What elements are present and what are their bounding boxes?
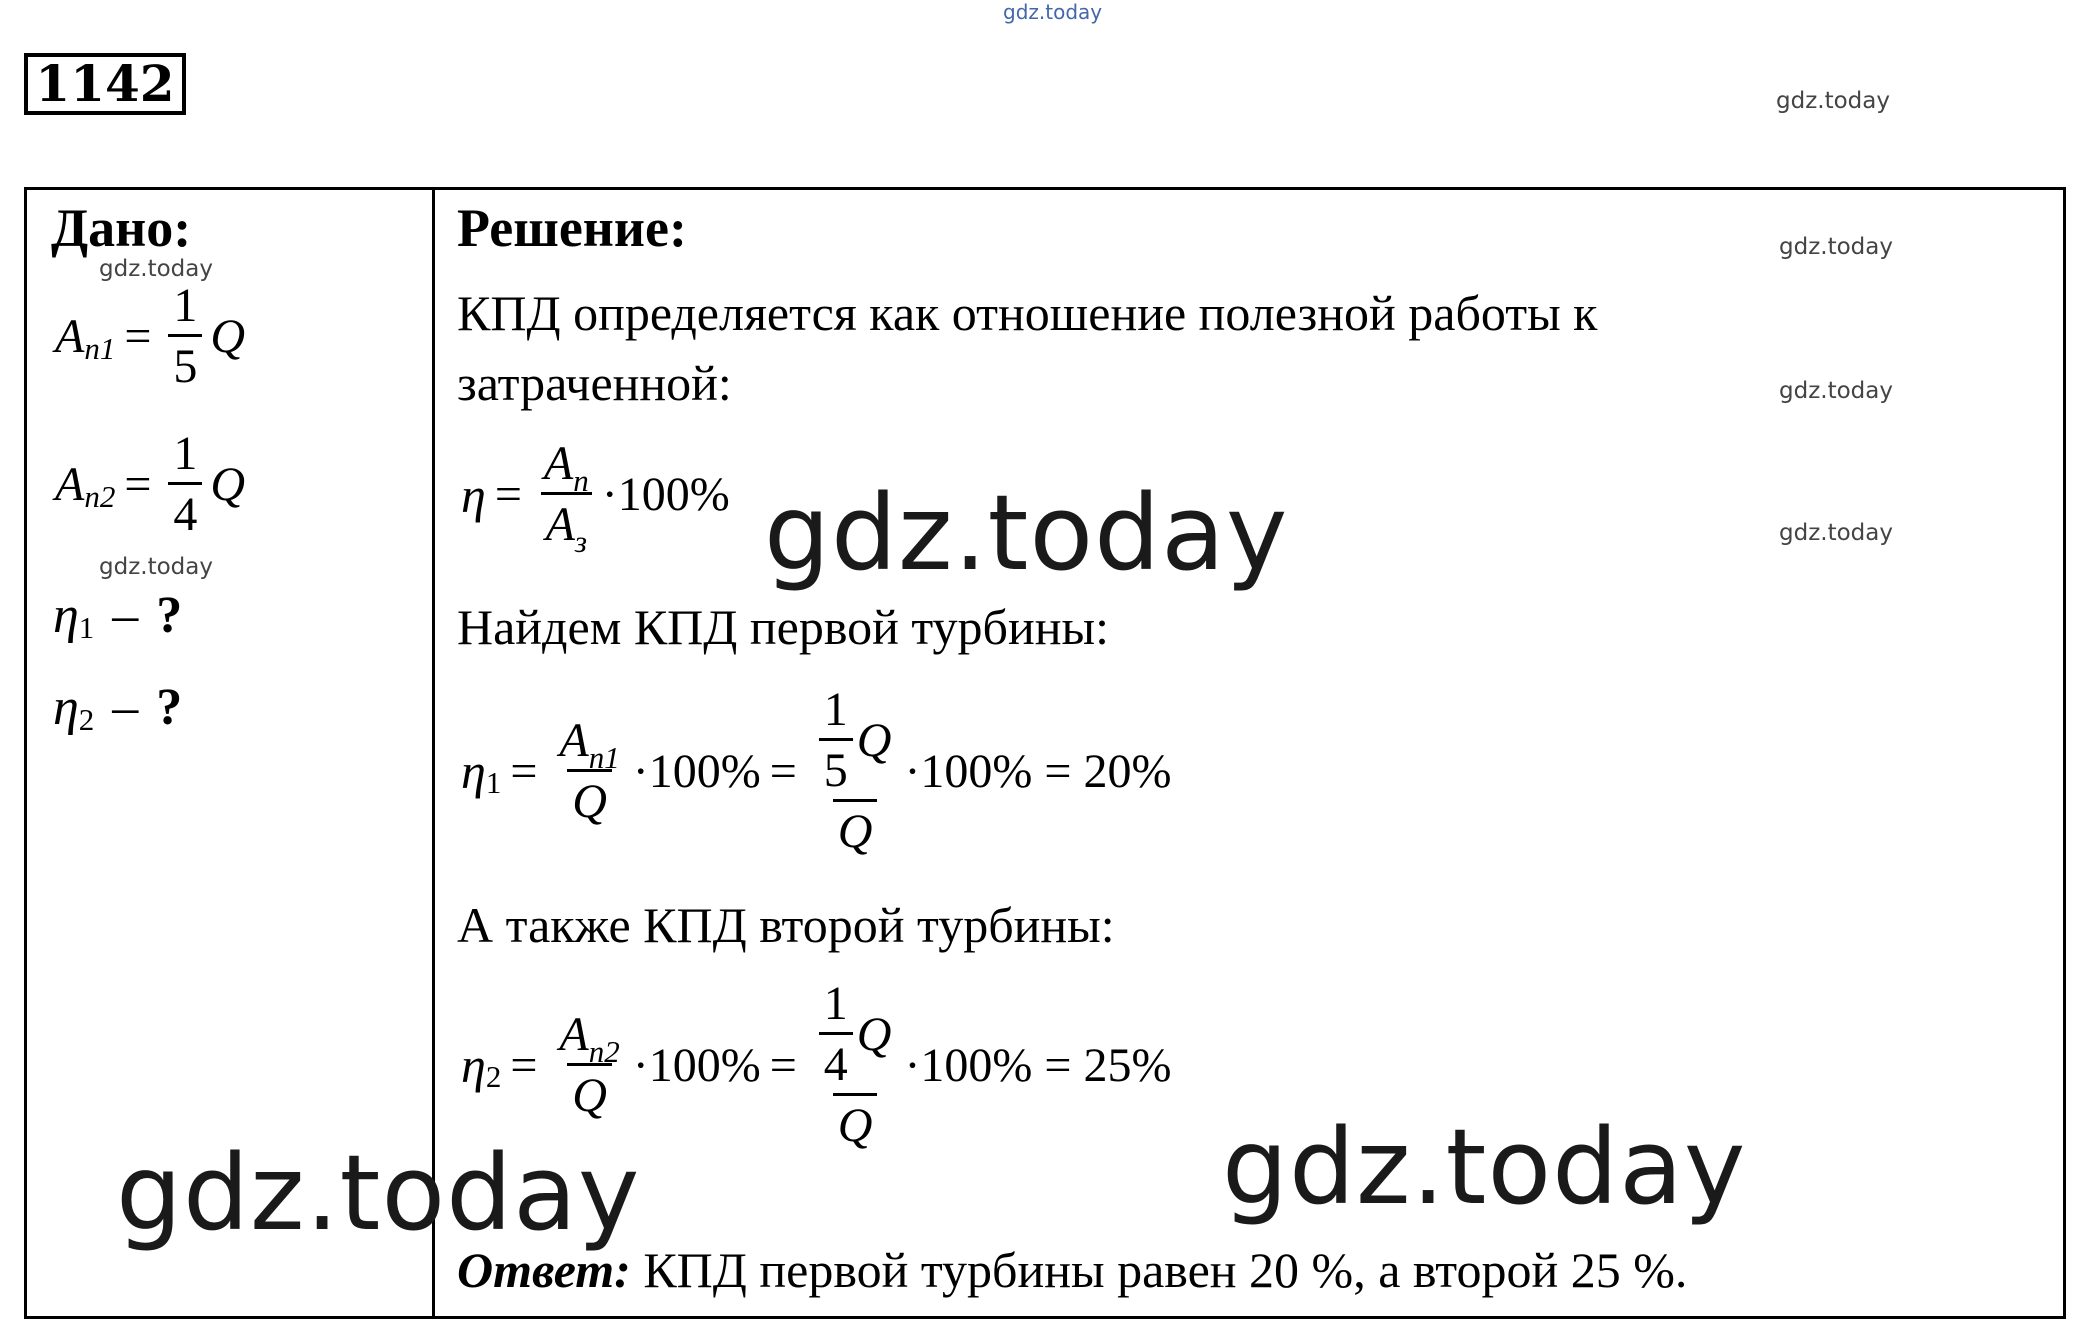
tail: Q	[210, 310, 246, 363]
watermark-small: gdz.today	[99, 554, 213, 580]
var: A	[55, 458, 85, 511]
answer-label: Ответ:	[457, 1242, 631, 1298]
lhs: η	[461, 466, 486, 523]
tail: ·100%	[601, 468, 730, 521]
watermark-big: gdz.today	[1222, 1106, 1747, 1228]
formula-efficiency: η = $\frac{A_п}{A_з}$ ·100%	[461, 437, 730, 559]
tail: Q	[210, 458, 246, 511]
step1-text: Найдем КПД первой турбины:	[457, 599, 1110, 655]
subscript: 1	[78, 609, 95, 645]
question-mark: ?	[156, 587, 183, 644]
answer-text: КПД первой турбины равен 20 %, а второй 25 %.	[630, 1242, 1688, 1298]
subscript: n2	[84, 478, 116, 514]
denominator: 4	[168, 482, 202, 539]
watermark-small: gdz.today	[1779, 234, 1893, 260]
step2-text: А также КПД второй турбины:	[457, 897, 1115, 953]
formula-eta2: η 2 = $\frac{A_{п2}}{Q}$ ·100% = $\frac{1}{4}$ Q Q ·100% = 25%	[461, 977, 1172, 1152]
given-an2: A n2 = $\frac{1}{4}$ Q	[55, 427, 246, 541]
unknown-eta1: η 1 – ?	[53, 587, 183, 645]
given-title: Дано:	[51, 198, 192, 258]
intro-line1: КПД определяется как отношение полезной работы к	[457, 285, 1598, 341]
intro-line2: затраченной:	[457, 355, 732, 411]
subscript: n1	[84, 330, 116, 366]
given-an1: A n1 = $\frac{1}{5}$ Q	[55, 279, 246, 393]
problem-number: 1142	[24, 53, 186, 115]
numerator: 1	[173, 427, 198, 480]
watermark-small: gdz.today	[1779, 378, 1893, 404]
numerator: 1	[173, 279, 198, 332]
denominator: 5	[168, 334, 202, 391]
watermark-small: gdz.today	[1779, 520, 1893, 546]
watermark-small: gdz.today	[99, 256, 213, 282]
var: η	[53, 587, 79, 644]
unknown-eta2: η 2 – ?	[53, 679, 183, 737]
formula-eta1: η 1 = $\frac{A_{п1}}{Q}$ ·100% = $\frac{1}{5}$ Q Q ·100% = 20%	[461, 683, 1172, 858]
watermark-big: gdz.today	[764, 472, 1289, 594]
watermark-small: gdz.today	[1776, 88, 1890, 114]
var: η	[53, 679, 79, 736]
question-mark: ?	[156, 679, 183, 736]
solution-title: Решение:	[457, 198, 687, 258]
answer	[457, 1240, 1687, 1300]
watermark-top: gdz.today	[1003, 0, 1103, 24]
subscript: 2	[78, 701, 95, 737]
watermark-big: gdz.today	[116, 1132, 641, 1254]
var: A	[55, 310, 85, 363]
